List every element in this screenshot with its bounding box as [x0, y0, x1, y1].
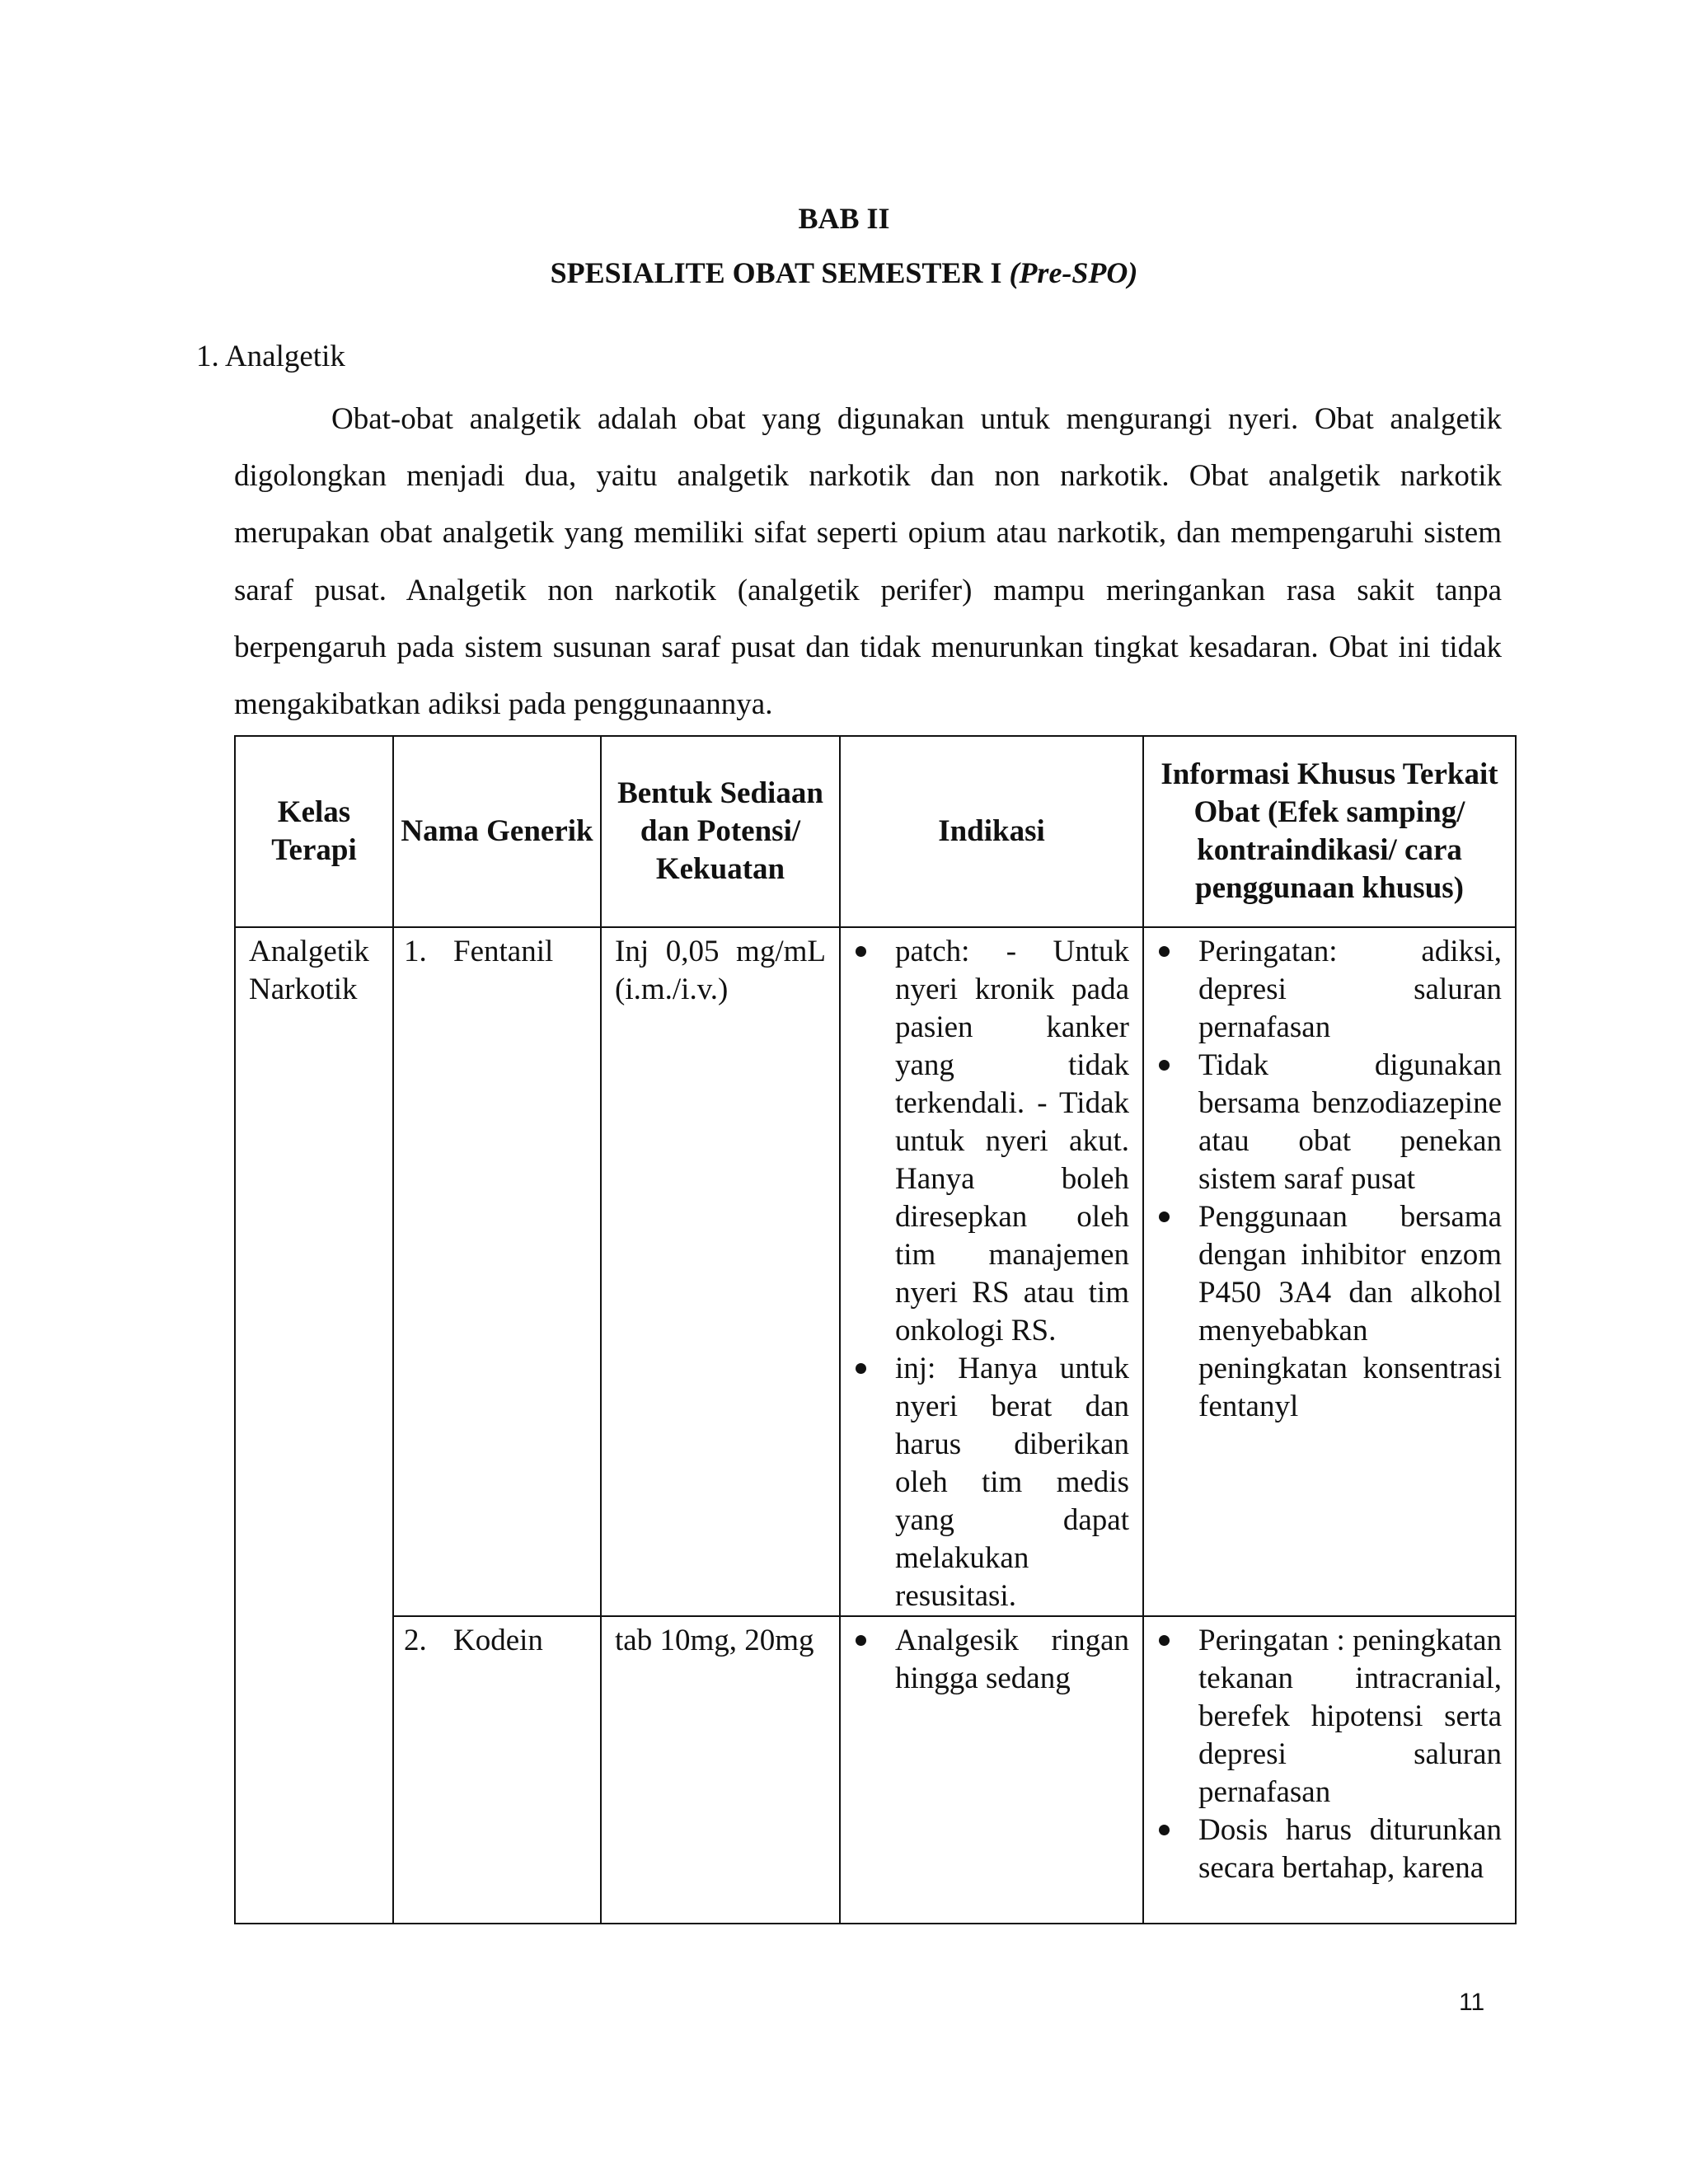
chapter-heading: BAB II	[798, 202, 890, 235]
informasi-list	[1198, 1622, 1502, 1887]
cell-bentuk-sediaan: Inj 0,05 mg/mL (i.m./i.v.)	[601, 927, 840, 1616]
indikasi-list	[895, 1622, 1129, 1698]
cell-nama-generik	[393, 927, 601, 1616]
section-title: 1. Analgetik	[196, 340, 345, 373]
list-item: Dosis harus diturunkan secara bertahap, karena	[1198, 1811, 1502, 1887]
list-item: inj: Hanya untuk nyeri berat dan harus diberikan oleh tim medis yang dapat melakukan resusitasi.	[895, 1350, 1129, 1615]
cell-kelas-terapi: Analgetik Narkotik	[235, 927, 393, 1924]
drug-table	[234, 735, 1517, 1924]
drug-name: Fentanil	[453, 935, 554, 968]
drug-name: Kodein	[453, 1624, 543, 1657]
cell-bentuk-sediaan: tab 10mg, 20mg	[601, 1616, 840, 1924]
list-item: Peringatan : peningkatan tekanan intracranial, berefek hipotensi serta depresi saluran pernafasan	[1198, 1622, 1502, 1811]
header-indikasi: Indikasi	[840, 736, 1143, 927]
informasi-list	[1198, 933, 1502, 1426]
document-title	[0, 254, 1688, 292]
table-header-row	[235, 736, 1516, 927]
list-item: Peringatan: adiksi, depresi saluran pernafasan	[1198, 933, 1502, 1047]
document-title-suffix: (Pre-SPO)	[1009, 256, 1138, 289]
header-nama-generik: Nama Generik	[393, 736, 601, 927]
page-number: 11	[1459, 1989, 1485, 2016]
cell-informasi-khusus	[1143, 927, 1516, 1616]
header-informasi-khusus: Informasi Khusus Terkait Obat (Efek samping/ kontraindikasi/ cara penggunaan khusus)	[1143, 736, 1516, 927]
list-item: Analgesik ringan hingga sedang	[895, 1622, 1129, 1698]
list-item: Tidak digunakan bersama benzodiazepine atau obat penekan sistem saraf pusat	[1198, 1047, 1502, 1198]
cell-nama-generik	[393, 1616, 601, 1924]
cell-informasi-khusus	[1143, 1616, 1516, 1924]
list-item: patch: - Untuk nyeri kronik pada pasien kanker yang tidak terkendali. - Tidak untuk nyeri akut. Hanya boleh diresepkan oleh tim manajemen nyeri RS atau tim onkologi RS.	[895, 933, 1129, 1350]
cell-indikasi	[840, 927, 1143, 1616]
table-row	[235, 927, 1516, 1616]
document-title-main: SPESIALITE OBAT SEMESTER I	[550, 256, 1002, 289]
table-row	[235, 1616, 1516, 1924]
header-kelas-terapi: Kelas Terapi	[235, 736, 393, 927]
list-item: Penggunaan bersama dengan inhibitor enzom P450 3A4 dan alkohol menyebabkan peningkatan konsentrasi fentanyl	[1198, 1198, 1502, 1426]
row-number: 1.	[404, 935, 427, 968]
header-bentuk-sediaan: Bentuk Sediaan dan Potensi/ Kekuatan	[601, 736, 840, 927]
cell-indikasi	[840, 1616, 1143, 1924]
section-paragraph: Obat-obat analgetik adalah obat yang digunakan untuk mengurangi nyeri. Obat analgetik digolongkan menjadi dua, yaitu analgetik narkotik dan non narkotik. Obat analgetik narkotik merupakan obat analgetik yang memiliki sifat seperti opium atau narkotik, dan mempengaruhi sistem saraf pusat. Analgetik non narkotik (analgetik perifer) mampu meringankan rasa sakit tanpa berpengaruh pada sistem susunan saraf pusat dan tidak menurunkan tingkat kesadaran. Obat ini tidak mengakibatkan adiksi pada penggunaannya.	[234, 402, 1502, 722]
indikasi-list	[895, 933, 1129, 1615]
row-number: 2.	[404, 1624, 427, 1657]
